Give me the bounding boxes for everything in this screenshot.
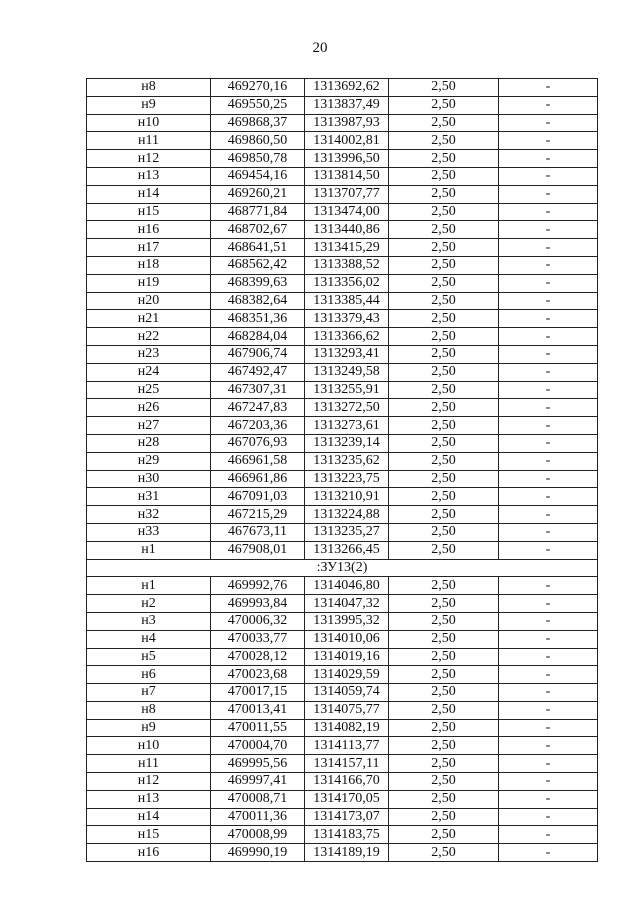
method-cell: - [499,167,598,185]
precision-cell: 2,50 [389,310,499,328]
x-coordinate-cell: 469860,50 [211,132,305,150]
x-coordinate-cell: 469993,84 [211,595,305,613]
method-cell: - [499,773,598,791]
point-id-cell: н33 [87,523,211,541]
method-cell: - [499,345,598,363]
x-coordinate-cell: 467091,03 [211,488,305,506]
method-cell: - [499,755,598,773]
table-row [87,755,598,773]
method-cell: - [499,452,598,470]
point-id-cell: н15 [87,203,211,221]
point-id-cell: н8 [87,701,211,719]
y-coordinate-cell: 1313692,62 [305,79,389,97]
precision-cell: 2,50 [389,132,499,150]
table-row [87,523,598,541]
x-coordinate-cell: 470004,70 [211,737,305,755]
precision-cell: 2,50 [389,96,499,114]
page-number: 20 [312,40,328,56]
point-id-cell: н22 [87,328,211,346]
x-coordinate-cell: 468641,51 [211,239,305,257]
precision-cell: 2,50 [389,452,499,470]
x-coordinate-cell: 470008,71 [211,790,305,808]
method-cell: - [499,684,598,702]
y-coordinate-cell: 1314082,19 [305,719,389,737]
precision-cell: 2,50 [389,773,499,791]
precision-cell: 2,50 [389,737,499,755]
precision-cell: 2,50 [389,185,499,203]
method-cell: - [499,844,598,862]
point-id-cell: н16 [87,844,211,862]
point-id-cell: н2 [87,595,211,613]
point-id-cell: н20 [87,292,211,310]
x-coordinate-cell: 469990,19 [211,844,305,862]
method-cell: - [499,808,598,826]
method-cell: - [499,114,598,132]
method-cell: - [499,541,598,559]
table-row [87,399,598,417]
y-coordinate-cell: 1313996,50 [305,150,389,168]
table-row [87,666,598,684]
method-cell: - [499,826,598,844]
precision-cell: 2,50 [389,150,499,168]
x-coordinate-cell: 470008,99 [211,826,305,844]
x-coordinate-cell: 468382,64 [211,292,305,310]
table-row [87,630,598,648]
y-coordinate-cell: 1314002,81 [305,132,389,150]
x-coordinate-cell: 469454,16 [211,167,305,185]
y-coordinate-cell: 1313255,91 [305,381,389,399]
point-id-cell: н23 [87,345,211,363]
table-row [87,345,598,363]
x-coordinate-cell: 466961,86 [211,470,305,488]
precision-cell: 2,50 [389,630,499,648]
precision-cell: 2,50 [389,719,499,737]
table-row [87,701,598,719]
coordinates-table [86,78,598,862]
precision-cell: 2,50 [389,399,499,417]
table-row [87,434,598,452]
precision-cell: 2,50 [389,523,499,541]
table-row [87,381,598,399]
x-coordinate-cell: 467307,31 [211,381,305,399]
table-row [87,363,598,381]
point-id-cell: н14 [87,185,211,203]
precision-cell: 2,50 [389,808,499,826]
table-row [87,808,598,826]
table-row [87,773,598,791]
x-coordinate-cell: 466961,58 [211,452,305,470]
x-coordinate-cell: 470017,15 [211,684,305,702]
table-row [87,79,598,97]
method-cell: - [499,203,598,221]
y-coordinate-cell: 1313987,93 [305,114,389,132]
point-id-cell: н1 [87,577,211,595]
method-cell: - [499,719,598,737]
point-id-cell: н8 [87,79,211,97]
table-row [87,541,598,559]
y-coordinate-cell: 1313379,43 [305,310,389,328]
point-id-cell: н30 [87,470,211,488]
point-id-cell: н10 [87,737,211,755]
section-row [87,559,598,577]
method-cell: - [499,256,598,274]
precision-cell: 2,50 [389,684,499,702]
y-coordinate-cell: 1314059,74 [305,684,389,702]
x-coordinate-cell: 467492,47 [211,363,305,381]
x-coordinate-cell: 468771,84 [211,203,305,221]
y-coordinate-cell: 1313415,29 [305,239,389,257]
precision-cell: 2,50 [389,612,499,630]
x-coordinate-cell: 467673,11 [211,523,305,541]
method-cell: - [499,523,598,541]
y-coordinate-cell: 1314166,70 [305,773,389,791]
y-coordinate-cell: 1313388,52 [305,256,389,274]
table-row [87,719,598,737]
y-coordinate-cell: 1314183,75 [305,826,389,844]
method-cell: - [499,221,598,239]
method-cell: - [499,381,598,399]
x-coordinate-cell: 469868,37 [211,114,305,132]
point-id-cell: н18 [87,256,211,274]
method-cell: - [499,434,598,452]
y-coordinate-cell: 1313293,41 [305,345,389,363]
method-cell: - [499,185,598,203]
y-coordinate-cell: 1313995,32 [305,612,389,630]
method-cell: - [499,506,598,524]
x-coordinate-cell: 467908,01 [211,541,305,559]
y-coordinate-cell: 1314019,16 [305,648,389,666]
table-row [87,452,598,470]
table-row [87,203,598,221]
y-coordinate-cell: 1314170,05 [305,790,389,808]
method-cell: - [499,363,598,381]
precision-cell: 2,50 [389,239,499,257]
section-title: :ЗУ13(2) [87,559,598,577]
y-coordinate-cell: 1314157,11 [305,755,389,773]
x-coordinate-cell: 470013,41 [211,701,305,719]
point-id-cell: н31 [87,488,211,506]
precision-cell: 2,50 [389,826,499,844]
method-cell: - [499,666,598,684]
x-coordinate-cell: 468562,42 [211,256,305,274]
method-cell: - [499,577,598,595]
method-cell: - [499,630,598,648]
table-row [87,239,598,257]
point-id-cell: н24 [87,363,211,381]
point-id-cell: н14 [87,808,211,826]
point-id-cell: н32 [87,506,211,524]
y-coordinate-cell: 1314010,06 [305,630,389,648]
table-row [87,826,598,844]
precision-cell: 2,50 [389,577,499,595]
precision-cell: 2,50 [389,434,499,452]
x-coordinate-cell: 469997,41 [211,773,305,791]
point-id-cell: н3 [87,612,211,630]
y-coordinate-cell: 1313837,49 [305,96,389,114]
method-cell: - [499,96,598,114]
precision-cell: 2,50 [389,488,499,506]
y-coordinate-cell: 1314173,07 [305,808,389,826]
x-coordinate-cell: 469270,16 [211,79,305,97]
table-row [87,221,598,239]
method-cell: - [499,417,598,435]
method-cell: - [499,292,598,310]
method-cell: - [499,595,598,613]
point-id-cell: н10 [87,114,211,132]
x-coordinate-cell: 470011,55 [211,719,305,737]
method-cell: - [499,737,598,755]
point-id-cell: н17 [87,239,211,257]
precision-cell: 2,50 [389,381,499,399]
y-coordinate-cell: 1313210,91 [305,488,389,506]
point-id-cell: н7 [87,684,211,702]
x-coordinate-cell: 468399,63 [211,274,305,292]
point-id-cell: н13 [87,790,211,808]
precision-cell: 2,50 [389,417,499,435]
point-id-cell: н4 [87,630,211,648]
table-row [87,612,598,630]
precision-cell: 2,50 [389,666,499,684]
y-coordinate-cell: 1314046,80 [305,577,389,595]
table-row [87,790,598,808]
point-id-cell: н29 [87,452,211,470]
precision-cell: 2,50 [389,274,499,292]
x-coordinate-cell: 470028,12 [211,648,305,666]
method-cell: - [499,612,598,630]
x-coordinate-cell: 467203,36 [211,417,305,435]
x-coordinate-cell: 467247,83 [211,399,305,417]
point-id-cell: н15 [87,826,211,844]
table-row [87,185,598,203]
point-id-cell: н25 [87,381,211,399]
precision-cell: 2,50 [389,79,499,97]
y-coordinate-cell: 1313707,77 [305,185,389,203]
point-id-cell: н11 [87,132,211,150]
y-coordinate-cell: 1313235,62 [305,452,389,470]
precision-cell: 2,50 [389,345,499,363]
y-coordinate-cell: 1314029,59 [305,666,389,684]
point-id-cell: н5 [87,648,211,666]
y-coordinate-cell: 1313366,62 [305,328,389,346]
table-row [87,488,598,506]
table-row [87,292,598,310]
x-coordinate-cell: 468351,36 [211,310,305,328]
x-coordinate-cell: 467215,29 [211,506,305,524]
x-coordinate-cell: 469550,25 [211,96,305,114]
y-coordinate-cell: 1313239,14 [305,434,389,452]
point-id-cell: н11 [87,755,211,773]
point-id-cell: н1 [87,541,211,559]
x-coordinate-cell: 469260,21 [211,185,305,203]
y-coordinate-cell: 1314189,19 [305,844,389,862]
x-coordinate-cell: 468702,67 [211,221,305,239]
table-row [87,737,598,755]
precision-cell: 2,50 [389,755,499,773]
x-coordinate-cell: 470011,36 [211,808,305,826]
y-coordinate-cell: 1313272,50 [305,399,389,417]
precision-cell: 2,50 [389,114,499,132]
precision-cell: 2,50 [389,790,499,808]
point-id-cell: н16 [87,221,211,239]
point-id-cell: н12 [87,773,211,791]
precision-cell: 2,50 [389,701,499,719]
y-coordinate-cell: 1314075,77 [305,701,389,719]
y-coordinate-cell: 1313440,86 [305,221,389,239]
y-coordinate-cell: 1313235,27 [305,523,389,541]
x-coordinate-cell: 469995,56 [211,755,305,773]
table-row [87,648,598,666]
table-row [87,96,598,114]
x-coordinate-cell: 470023,68 [211,666,305,684]
table-row [87,506,598,524]
table-row [87,256,598,274]
x-coordinate-cell: 470033,77 [211,630,305,648]
table-row [87,310,598,328]
table-row [87,417,598,435]
y-coordinate-cell: 1313273,61 [305,417,389,435]
table-row [87,167,598,185]
table-row [87,470,598,488]
precision-cell: 2,50 [389,328,499,346]
point-id-cell: н6 [87,666,211,684]
y-coordinate-cell: 1313814,50 [305,167,389,185]
table-row [87,844,598,862]
method-cell: - [499,701,598,719]
y-coordinate-cell: 1313356,02 [305,274,389,292]
method-cell: - [499,328,598,346]
method-cell: - [499,470,598,488]
point-id-cell: н12 [87,150,211,168]
method-cell: - [499,790,598,808]
method-cell: - [499,488,598,506]
method-cell: - [499,310,598,328]
table-row [87,328,598,346]
x-coordinate-cell: 467076,93 [211,434,305,452]
precision-cell: 2,50 [389,167,499,185]
table-row [87,274,598,292]
precision-cell: 2,50 [389,221,499,239]
y-coordinate-cell: 1313385,44 [305,292,389,310]
table-row [87,150,598,168]
x-coordinate-cell: 468284,04 [211,328,305,346]
point-id-cell: н9 [87,719,211,737]
method-cell: - [499,150,598,168]
method-cell: - [499,399,598,417]
point-id-cell: н27 [87,417,211,435]
precision-cell: 2,50 [389,595,499,613]
precision-cell: 2,50 [389,292,499,310]
x-coordinate-cell: 469992,76 [211,577,305,595]
precision-cell: 2,50 [389,506,499,524]
precision-cell: 2,50 [389,470,499,488]
y-coordinate-cell: 1313266,45 [305,541,389,559]
precision-cell: 2,50 [389,844,499,862]
x-coordinate-cell: 467906,74 [211,345,305,363]
method-cell: - [499,274,598,292]
precision-cell: 2,50 [389,203,499,221]
point-id-cell: н13 [87,167,211,185]
precision-cell: 2,50 [389,648,499,666]
point-id-cell: н28 [87,434,211,452]
method-cell: - [499,239,598,257]
table-row [87,595,598,613]
table-row [87,577,598,595]
point-id-cell: н19 [87,274,211,292]
precision-cell: 2,50 [389,363,499,381]
y-coordinate-cell: 1313474,00 [305,203,389,221]
method-cell: - [499,648,598,666]
y-coordinate-cell: 1313224,88 [305,506,389,524]
method-cell: - [499,132,598,150]
point-id-cell: н26 [87,399,211,417]
method-cell: - [499,79,598,97]
x-coordinate-cell: 469850,78 [211,150,305,168]
x-coordinate-cell: 470006,32 [211,612,305,630]
y-coordinate-cell: 1314047,32 [305,595,389,613]
point-id-cell: н9 [87,96,211,114]
precision-cell: 2,50 [389,256,499,274]
y-coordinate-cell: 1313249,58 [305,363,389,381]
table-row [87,114,598,132]
table-row [87,684,598,702]
y-coordinate-cell: 1313223,75 [305,470,389,488]
y-coordinate-cell: 1314113,77 [305,737,389,755]
table-row [87,132,598,150]
point-id-cell: н21 [87,310,211,328]
precision-cell: 2,50 [389,541,499,559]
